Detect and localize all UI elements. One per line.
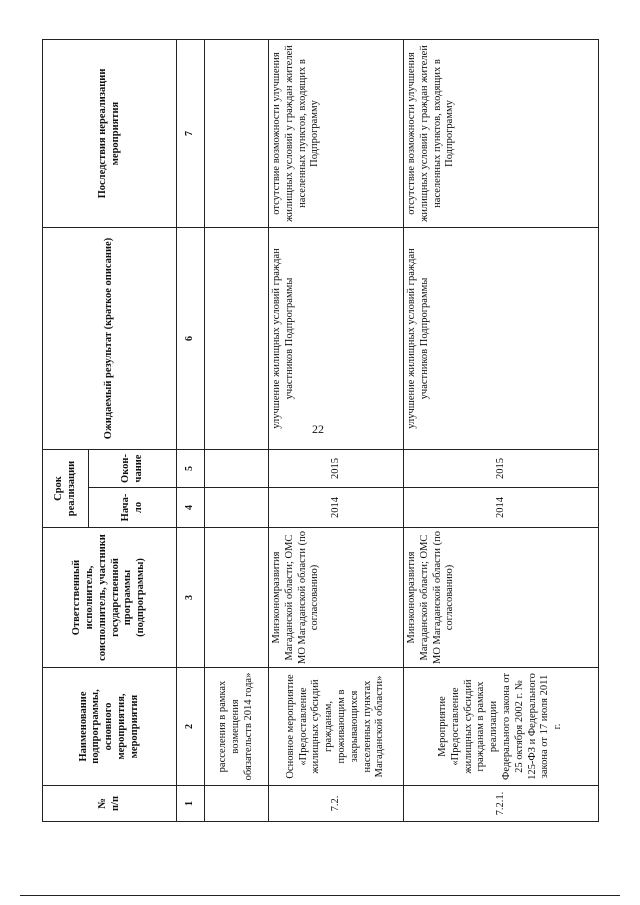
column-number: 5 xyxy=(177,450,205,488)
row-name: расселения в рамках возмещения обязательств 2014 года» xyxy=(205,668,269,786)
row-result: улучшение жилищных условий граждан участников Подпрограммы xyxy=(269,228,404,450)
column-number: 1 xyxy=(177,786,205,822)
table-row xyxy=(205,40,269,822)
row-start: 2014 xyxy=(269,488,404,528)
row-consequences: отсутствие возможности улучшения жилищных условий у граждан жителей населенных пунктов, входящих в Подпрограмму xyxy=(404,40,599,228)
row-result xyxy=(205,228,269,450)
column-number: 2 xyxy=(177,668,205,786)
column-number: 4 xyxy=(177,488,205,528)
rotated-table-container xyxy=(42,40,598,822)
row-name: Мероприятие «Предоставление жилищных субсидий гражданам в рамках реализации Федерального закона от 25 октября 2002 г. № 125-ФЗ и Федерального закона от 17 июля 2011 г. xyxy=(404,668,599,786)
table-row xyxy=(404,40,599,822)
header-result: Ожидаемый результат (краткое описание) xyxy=(43,228,177,450)
header-consequences: Последствия нереализации мероприятия xyxy=(43,40,177,228)
table-row xyxy=(269,40,404,822)
row-responsible: Минэкономразвития Магаданской области; ОМС МО Магаданской области (по согласованию) xyxy=(404,528,599,668)
header-term: Срок реализации xyxy=(43,450,89,528)
column-number: 3 xyxy=(177,528,205,668)
row-result: улучшение жилищных условий граждан участников Подпрограммы xyxy=(404,228,599,450)
row-responsible xyxy=(205,528,269,668)
row-consequences: отсутствие возможности улучшения жилищных условий у граждан жителей населенных пунктов, входящих в Подпрограмму xyxy=(269,40,404,228)
row-end xyxy=(205,450,269,488)
page-number: 22 xyxy=(312,422,324,436)
row-consequences xyxy=(205,40,269,228)
header-end: Окон-чание xyxy=(89,450,177,488)
row-num: 7.2. xyxy=(269,786,404,822)
column-number: 6 xyxy=(177,228,205,450)
row-responsible: Минэкономразвития Магаданской области; ОМС МО Магаданской области (по согласованию) xyxy=(269,528,404,668)
row-start xyxy=(205,488,269,528)
row-start: 2014 xyxy=(404,488,599,528)
row-num xyxy=(205,786,269,822)
header-start: Нача-ло xyxy=(89,488,177,528)
row-name: Основное мероприятие «Предоставление жилищных субсидий гражданам, проживающим в закрывающихся населенных пунктах Магаданской области» xyxy=(269,668,404,786)
header-row-top xyxy=(43,40,89,822)
measures-table xyxy=(42,39,599,822)
row-num: 7.2.1. xyxy=(404,786,599,822)
header-responsible: Ответственный исполнитель, соисполнитель, участники государственной программы (подпрограммы) xyxy=(43,528,177,668)
header-num: № п/п xyxy=(43,786,177,822)
column-number: 7 xyxy=(177,40,205,228)
row-end: 2015 xyxy=(269,450,404,488)
column-number-row xyxy=(177,40,205,822)
bottom-rule xyxy=(20,895,620,896)
header-name: Наименование подпрограммы, основного мероприятия, мероприятия xyxy=(43,668,177,786)
row-end: 2015 xyxy=(404,450,599,488)
